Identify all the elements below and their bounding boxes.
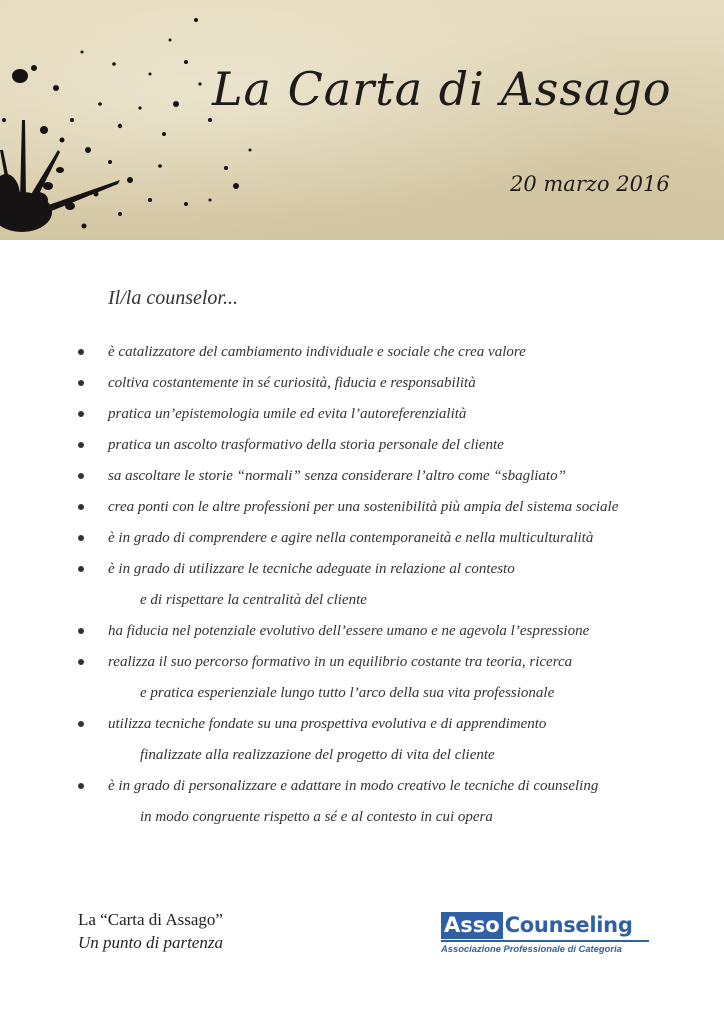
list-item <box>0 559 724 621</box>
ink-splatter-icon <box>0 0 260 240</box>
list-item <box>0 776 724 838</box>
document-date: 20 marzo 2016 <box>510 172 670 196</box>
bullet-icon <box>78 783 84 789</box>
list-item-text: è in grado di personalizzare e adattare in modo creativo le tecniche di counseling <box>108 778 599 794</box>
logo-subtitle: Associazione Professionale di Categoria <box>441 940 649 954</box>
list-item <box>0 373 724 404</box>
principles-list <box>0 342 724 838</box>
bullet-icon <box>78 411 84 417</box>
bullet-icon <box>78 442 84 448</box>
list-item-text: realizza il suo percorso formativo in un equilibrio costante tra teoria, ricerca <box>108 654 573 670</box>
list-item-text: pratica un ascolto trasformativo della storia personale del cliente <box>108 437 504 453</box>
list-item <box>0 528 724 559</box>
logo-counseling-text: Counseling <box>504 913 633 937</box>
intro-heading: Il/la counselor... <box>108 287 238 309</box>
list-item-text-continued: finalizzate alla realizzazione del progetto di vita del cliente <box>140 747 495 763</box>
list-item-text: è in grado di utilizzare le tecniche adeguate in relazione al contesto <box>108 561 515 577</box>
list-item-text-continued: e pratica esperienziale lungo tutto l’arco della sua vita professionale <box>140 685 555 701</box>
bullet-icon <box>78 721 84 727</box>
list-item <box>0 497 724 528</box>
bullet-icon <box>78 380 84 386</box>
bullet-icon <box>78 566 84 572</box>
bullet-icon <box>78 535 84 541</box>
list-item-text-continued: in modo congruente rispetto a sé e al contesto in cui opera <box>140 809 493 825</box>
list-item <box>0 435 724 466</box>
list-item-text: ha fiducia nel potenziale evolutivo dell’essere umano e ne agevola l’espressione <box>108 623 590 639</box>
bullet-icon <box>78 473 84 479</box>
logo-wordmark <box>441 912 649 939</box>
list-item-text: utilizza tecniche fondate su una prospettiva evolutiva e di apprendimento <box>108 716 547 732</box>
logo-asso-text: Asso <box>441 912 503 939</box>
list-item-text: coltiva costantemente in sé curiosità, fiducia e responsabilità <box>108 375 476 391</box>
list-item <box>0 652 724 714</box>
footer-subtitle: Un punto di partenza <box>78 933 223 952</box>
list-item <box>0 342 724 373</box>
footer-title: La “Carta di Assago” <box>78 910 223 929</box>
bullet-icon <box>78 504 84 510</box>
list-item-text: è in grado di comprendere e agire nella contemporaneità e nella multiculturalità <box>108 530 594 546</box>
list-item-text: sa ascoltare le storie “normali” senza considerare l’altro come “sbagliato” <box>108 468 566 484</box>
list-item-text-continued: e di rispettare la centralità del cliente <box>140 592 367 608</box>
list-item-text: crea ponti con le altre professioni per una sostenibilità più ampia del sistema sociale <box>108 499 619 515</box>
list-item <box>0 404 724 435</box>
page-title: La Carta di Assago <box>212 62 672 116</box>
footer-caption <box>78 908 223 954</box>
bullet-icon <box>78 349 84 355</box>
list-item-text: è catalizzatore del cambiamento individuale e sociale che crea valore <box>108 344 526 360</box>
bullet-icon <box>78 628 84 634</box>
bullet-icon <box>78 659 84 665</box>
list-item <box>0 621 724 652</box>
list-item <box>0 466 724 497</box>
header-banner <box>0 0 724 240</box>
list-item <box>0 714 724 776</box>
list-item-text: pratica un’epistemologia umile ed evita l’autoreferenzialità <box>108 406 467 422</box>
assocounseling-logo <box>441 912 649 954</box>
